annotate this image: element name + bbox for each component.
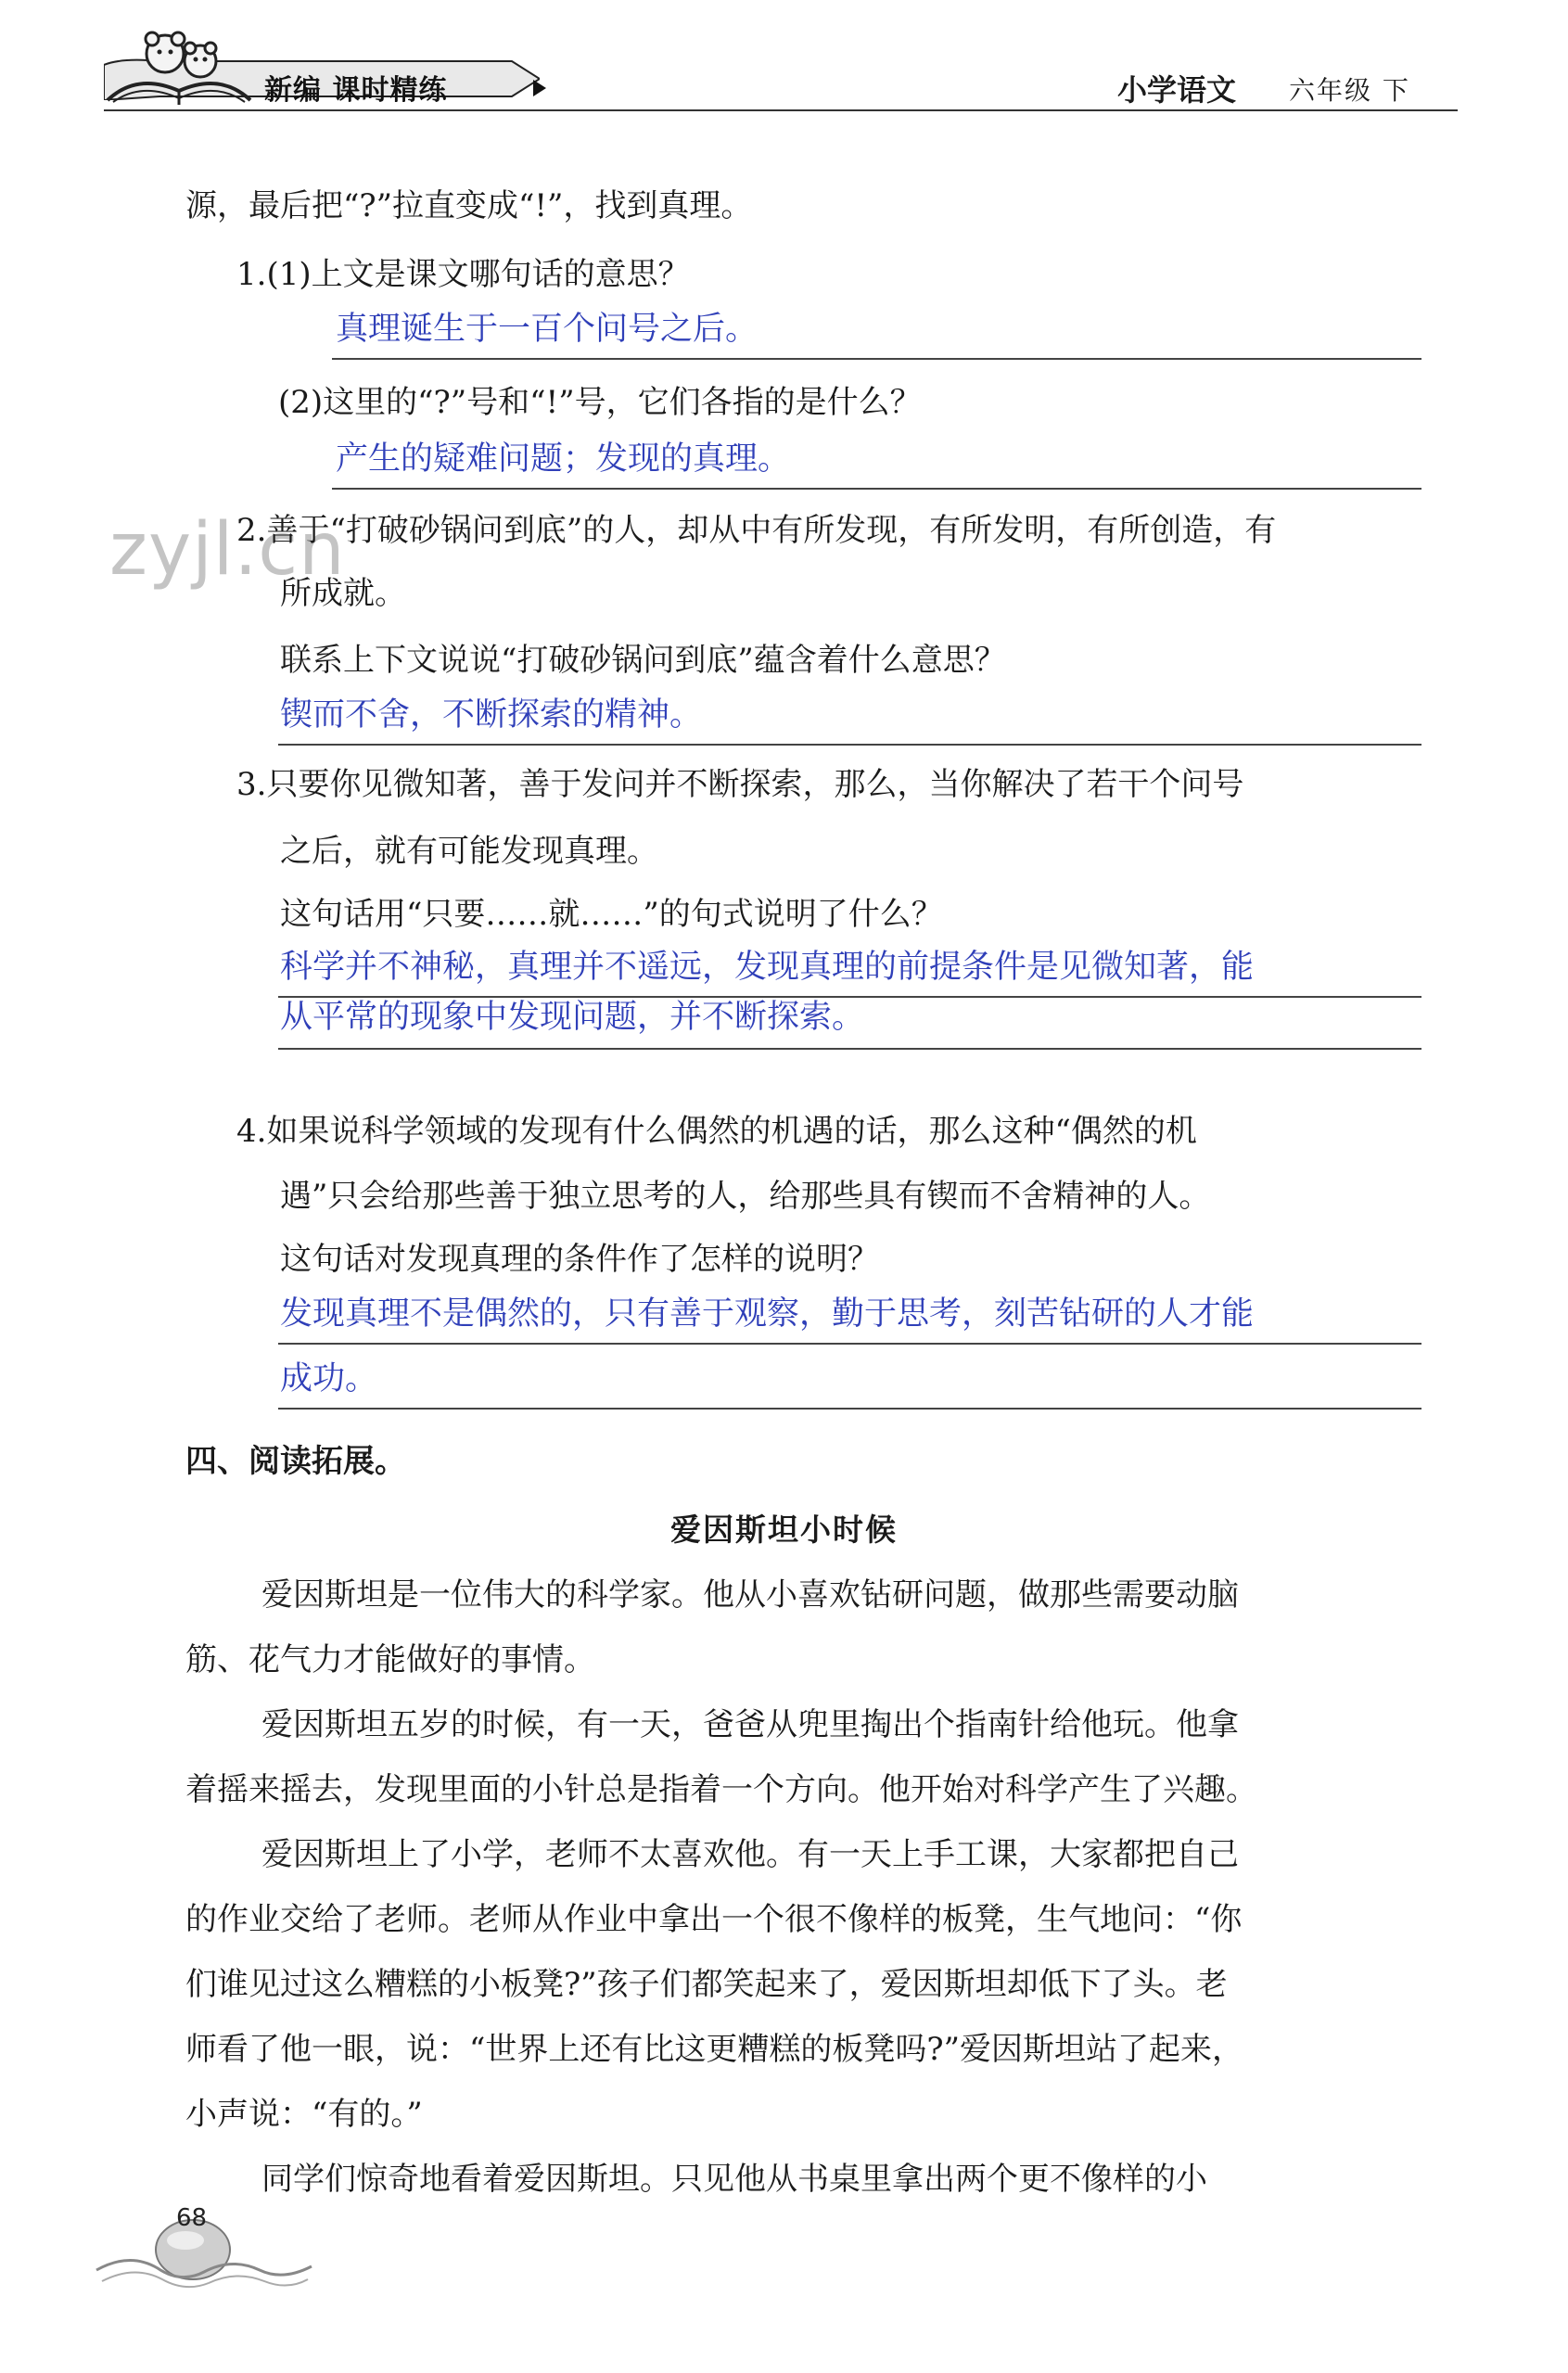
story-p3-line-3: 们谁见过这么糟糕的小板凳?”孩子们都笑起来了，爱因斯坦却低下了头。老 [185,1966,1228,2003]
story-p2-line-1: 爱因斯坦五岁的时候，有一天，爸爸从兜里掏出个指南针给他玩。他拿 [261,1706,1239,1743]
story-p2-line-2: 着摇来摇去，发现里面的小针总是指着一个方向。他开始对科学产生了兴趣。 [185,1771,1257,1808]
answer-line [278,744,1421,746]
story-p3-line-1: 爱因斯坦上了小学，老师不太喜欢他。有一天上手工课，大家都把自己 [261,1836,1239,1873]
answer-1-1[interactable]: 真理诞生于一百个问号之后。 [336,311,759,348]
story-p3-line-2: 的作业交给了老师。老师从作业中拿出一个很不像样的板凳，生气地问：“你 [185,1901,1243,1938]
answer-line [332,358,1421,360]
question-3-line-2: 之后，就有可能发现真理。 [280,833,658,870]
subject-label: 小学语文 [1117,72,1237,108]
book-bear-logo-icon [100,17,258,109]
grade-label: 六年级 下 [1289,75,1410,106]
question-4-line-1: 4.如果说科学领域的发现有什么偶然的机遇的话，那么这种“偶然的机 [236,1113,1197,1150]
answer-4-line-2[interactable]: 成功。 [280,1360,378,1397]
question-4-line-2: 遇”只会给那些善于独立思考的人，给那些具有锲而不舍精神的人。 [280,1178,1211,1215]
question-4-ask: 这句话对发现真理的条件作了怎样的说明？ [280,1241,879,1278]
series-title: 新编 课时精练 [264,74,448,107]
header-arrow-icon [533,80,546,96]
answer-3-line-2[interactable]: 从平常的现象中发现问题，并不断探索。 [280,999,865,1036]
answer-line [278,1343,1421,1345]
question-2-line-2: 所成就。 [280,575,406,612]
story-p3-line-4: 师看了他一眼，说：“世界上还有比这更糟糕的板凳吗?”爱因斯坦站了起来， [185,2031,1243,2068]
watermark: zyjl.cn [109,508,346,592]
answer-line [332,488,1421,490]
intro-line: 源，最后把“?”拉直变成“!”，找到真理。 [185,187,753,224]
question-3-line-1: 3.只要你见微知著，善于发问并不断探索，那么，当你解决了若干个问号 [236,766,1244,803]
section-heading: 四、阅读拓展。 [185,1443,406,1480]
header-divider [104,109,1458,111]
story-p3-line-5: 小声说：“有的。” [185,2096,423,2133]
answer-line [278,1408,1421,1410]
question-2-line-1: 2.善于“打破砂锅问到底”的人，却从中有所发现，有所发明，有所创造，有 [236,512,1277,549]
answer-4-line-1[interactable]: 发现真理不是偶然的，只有善于观察，勤于思考，刻苦钻研的人才能 [280,1295,1255,1333]
question-1-2: (2)这里的“?”号和“!”号，它们各指的是什么？ [278,384,922,421]
answer-3-line-1[interactable]: 科学并不神秘，真理并不遥远，发现真理的前提条件是见微知著，能 [280,949,1255,986]
answer-line [278,1048,1421,1050]
question-1-1: 1.(1)上文是课文哪句话的意思？ [236,256,690,293]
story-p4-line-1: 同学们惊奇地看着爱因斯坦。只见他从书桌里拿出两个更不像样的小 [261,2161,1207,2198]
story-p1-line-1: 爱因斯坦是一位伟大的科学家。他从小喜欢钻研问题，做那些需要动脑 [261,1576,1239,1614]
page-number: 68 [176,2204,208,2232]
question-2-ask: 联系上下文说说“打破砂锅问到底”蕴含着什么意思？ [280,642,1006,679]
answer-2[interactable]: 锲而不舍，不断探索的精神。 [280,696,703,734]
question-3-ask: 这句话用“只要……就……”的句式说明了什么？ [280,896,943,933]
answer-1-2[interactable]: 产生的疑难问题；发现的真理。 [336,440,791,478]
story-p1-line-2: 筋、花气力才能做好的事情。 [185,1641,595,1678]
story-title: 爱因斯坦小时候 [670,1512,898,1548]
